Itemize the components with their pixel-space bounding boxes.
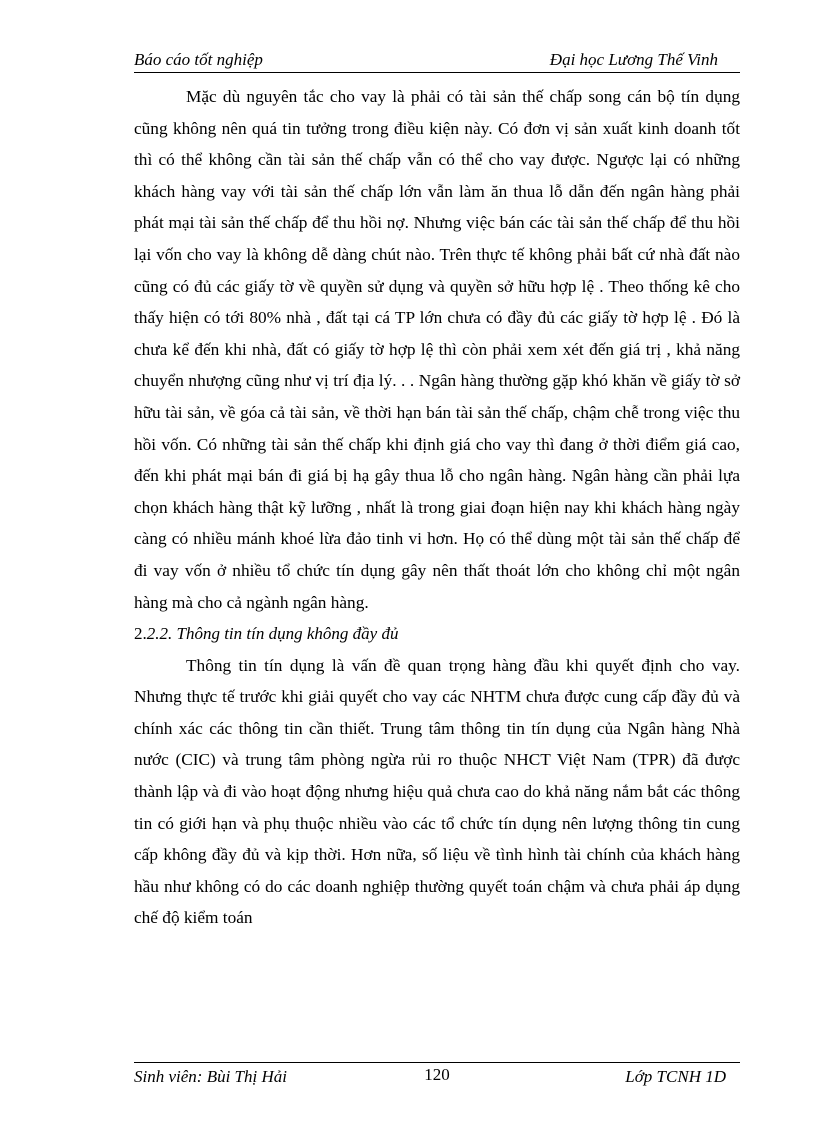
section-heading-text: 2.2. Thông tin tín dụng không đầy đủ xyxy=(146,624,399,644)
header-report-title: Báo cáo tốt nghiệp xyxy=(134,50,263,69)
page-header xyxy=(134,48,740,73)
page-footer xyxy=(134,1062,740,1089)
paragraph-collateral: Mặc dù nguyên tắc cho vay là phải có tài sản thế chấp song cán bộ tín dụng cũng không nên quá tin tưởng trong điều kiện này. Có đơn vị sản xuất kinh doanh tốt thì có thể không cần tài sản thế chấp vẫn có thể cho vay được. Ngược lại có những khách hàng vay với tài sản thế chấp lớn vẫn làm ăn thua lỗ dẫn đến ngân hàng phải phát mại tài sản thế chấp để thu hồi nợ. Nhưng việc bán các tài sản thế chấp để thu hồi lại vốn cho vay là không dễ dàng chút nào. Trên thực tế không phải bất cứ nhà đất nào cũng có đủ các giấy tờ về quyền sử dụng và quyền sở hữu hợp lệ . Theo thống kê cho thấy hiện có tới 80% nhà , đất tại cá TP lớn chưa có đầy đủ các giấy tờ hợp lệ . Đó là chưa kể đến khi nhà, đất có giấy tờ hợp lệ thì còn phải xem xét đến giá trị , khả năng chuyển nhượng cũng như vị trí địa lý. . . Ngân hàng thường gặp khó khăn về giấy tờ sở hữu tài sản, về góa cả tài sản, về thời hạn bán tài sản thế chấp, chậm chễ trong việc thu hồi vốn. Có những tài sản thế chấp khi định giá cho vay thì đang ở thời điểm giá cao, đến khi phát mại bán đi giá bị hạ gây thua lỗ cho ngân hàng. Ngân hàng cần phải lựa chọn khách hàng thật kỹ lưỡng , nhất là trong giai đoạn hiện nay khi khách hàng ngày càng có nhiều mánh khoé lừa đảo tinh vi hơn. Họ có thể dùng một tài sản thế chấp để đi vay vốn ở nhiều tổ chức tín dụng gây nên thất thoát lớn cho không chỉ một ngân hàng mà cho cả ngành ngân hàng. xyxy=(134,87,740,612)
page-body xyxy=(134,81,740,934)
footer-class: Lớp TCNH 1D xyxy=(625,1067,726,1086)
header-university: Đại học Lương Thế Vinh xyxy=(549,50,718,69)
footer-student-name: Sinh viên: Bùi Thị Hải xyxy=(134,1067,287,1086)
section-heading xyxy=(134,618,740,650)
footer-page-number: 120 xyxy=(424,1065,450,1084)
section-heading-number: 2. xyxy=(134,624,147,644)
paragraph-credit-information: Thông tin tín dụng là vấn đề quan trọng hàng đầu khi quyết định cho vay. Nhưng thực tế trước khi giải quyết cho vay các NHTM chưa được cung cấp đầy đủ và chính xác các thông tin cần thiết. Trung tâm thông tin tín dụng của Ngân hàng Nhà nước (CIC) và trung tâm phòng ngừa rủi ro thuộc NHCT Việt Nam (TPR) đã được thành lập và đi vào hoạt động nhưng hiệu quả chưa cao do khả năng nắm bắt các thông tin có giới hạn và phụ thuộc nhiều vào các tổ chức tín dụng nên lượng thông tin cung cấp không đầy đủ và kịp thời. Hơn nữa, số liệu về tình hình tài chính của khách hàng hầu như không có do các doanh nghiệp thường quyết toán chậm và chưa phải áp dụng chế độ kiểm toán xyxy=(134,655,740,928)
